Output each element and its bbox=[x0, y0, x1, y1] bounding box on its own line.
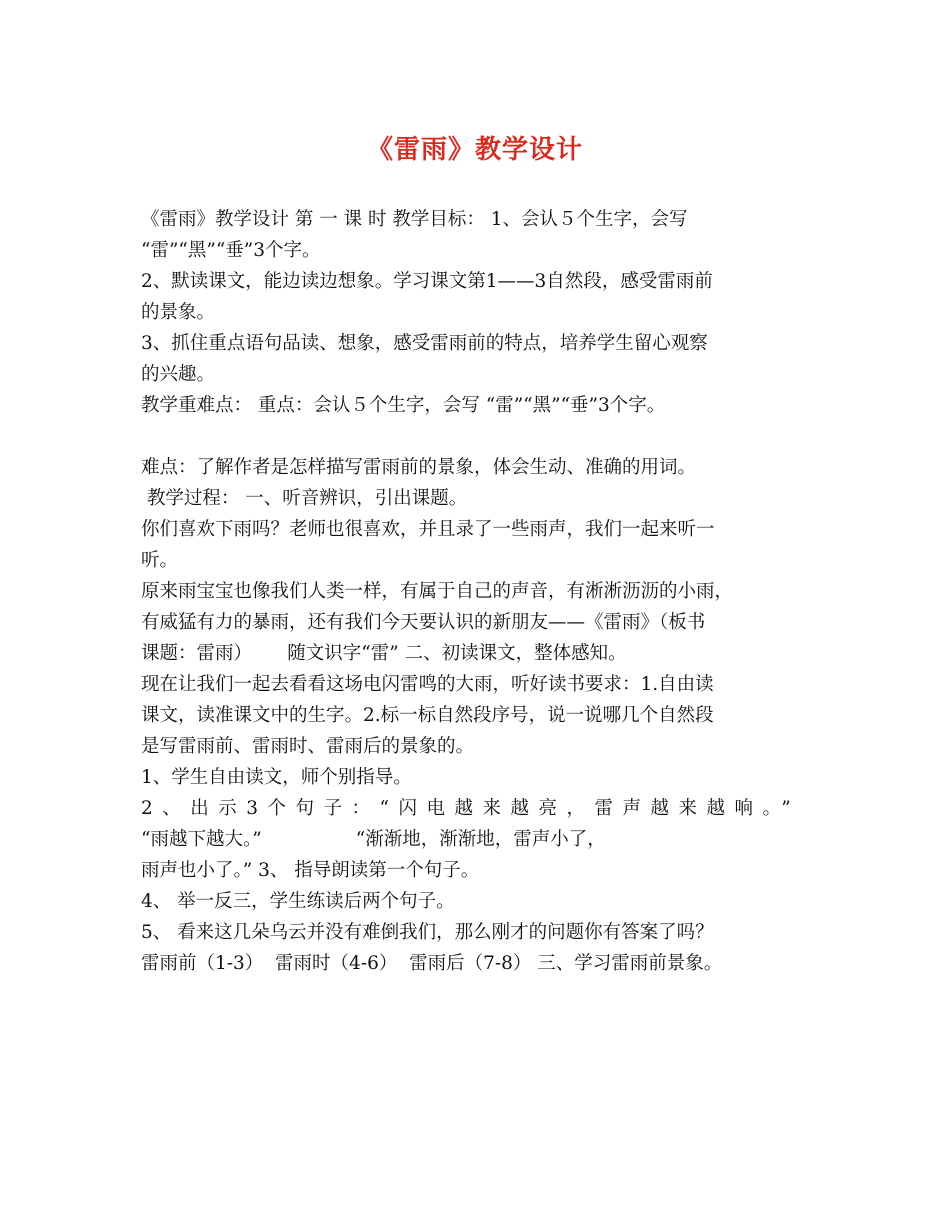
text-line: 你们喜欢下雨吗？老师也很喜欢，并且录了一些雨声，我们一起来听一 bbox=[141, 519, 715, 540]
text-line: 教学重难点： 重点：会认５个生字，会写 “雷”“黑”“垂”3个字。 bbox=[141, 395, 666, 416]
text-line: 现在让我们一起去看看这场电闪雷鸣的大雨，听好读书要求：1.自由读 bbox=[141, 674, 714, 695]
text-line: “雷”“黑”“垂”3个字。 bbox=[141, 240, 321, 261]
text-line: 原来雨宝宝也像我们人类一样，有属于自己的声音，有淅淅沥沥的小雨， bbox=[141, 581, 734, 602]
text-line: 有威猛有力的暴雨，还有我们今天要认识的新朋友——《雷雨》（板书 bbox=[141, 612, 706, 633]
text-line: 听。 bbox=[141, 550, 179, 571]
blank-line bbox=[141, 421, 821, 452]
document-body bbox=[141, 204, 821, 979]
text-line: 是写雷雨前、雷雨时、雷雨后的景象的。 bbox=[141, 736, 475, 757]
text-line: 的景象。 bbox=[141, 302, 216, 323]
text-line: 4、 举一反三，学生练读后两个句子。 bbox=[141, 891, 455, 912]
text-line: 雷雨前（1-3） 雷雨时（4-6） 雷雨后（7-8） 三、学习雷雨前景象。 bbox=[141, 953, 723, 974]
text-line: “雨越下越大。” “渐渐地，渐渐地，雷声小了， bbox=[141, 829, 606, 850]
text-line: 2、出示3个句子：“闪电越来越亮，雷声越来越响。” bbox=[141, 798, 801, 819]
document-title: 《雷雨》教学设计 bbox=[366, 135, 583, 165]
text-line: 难点：了解作者是怎样描写雷雨前的景象，体会生动、准确的用词。 bbox=[141, 457, 697, 478]
text-line: 课文，读准课文中的生字。2.标一标自然段序号，说一说哪几个自然段 bbox=[141, 705, 714, 726]
text-line: 雨声也小了。” 3、 指导朗读第一个句子。 bbox=[141, 860, 480, 881]
text-line: 教学过程： 一、听音辨识，引出课题。 bbox=[141, 488, 468, 509]
text-line: 《雷雨》教学设计 第 一 课 时 教学目标： 1、会认５个生字，会写 bbox=[141, 209, 688, 230]
text-line: 5、 看来这几朵乌云并没有难倒我们，那么刚才的问题你有答案了吗？ bbox=[141, 922, 714, 943]
text-line: 的兴趣。 bbox=[141, 364, 216, 385]
text-line: 2、默读课文，能边读边想象。学习课文第1——3自然段，感受雷雨前 bbox=[141, 271, 713, 292]
text-line: 1、学生自由读文，师个别指导。 bbox=[141, 767, 412, 788]
text-line: 课题：雷雨） 随文识字“雷” 二、初读课文，整体感知。 bbox=[141, 643, 627, 664]
text-line: 3、抓住重点语句品读、想象，感受雷雨前的特点，培养学生留心观察 bbox=[141, 333, 708, 354]
